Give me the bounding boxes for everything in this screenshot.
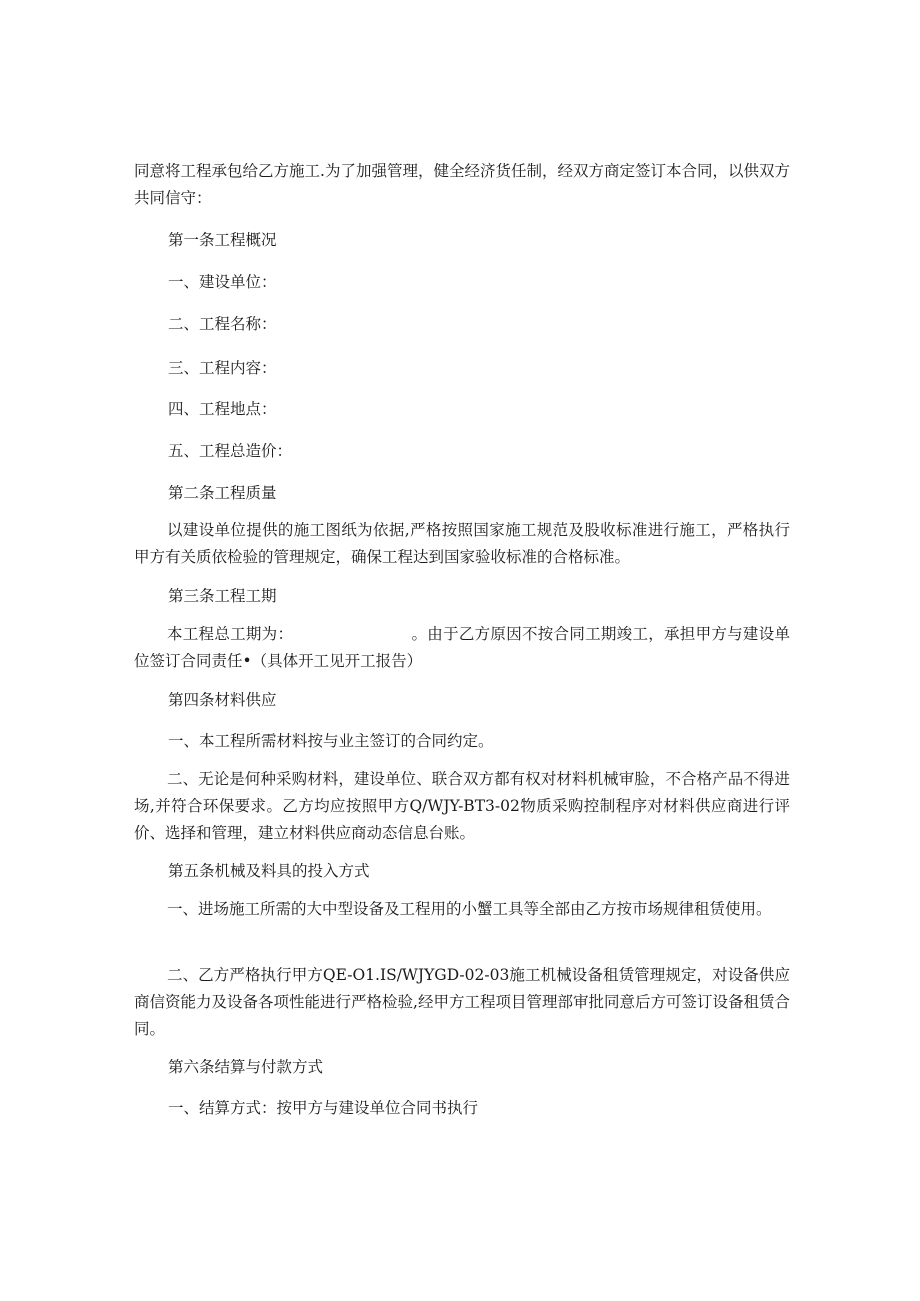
quality-paragraph: 以建设单位提供的施工图纸为依据,严格按照国家施工规范及股收标准进行施工，严格执行甲方有关质依检验的管理规定，确保工程达到国家验收标准的合格标准。 xyxy=(134,521,790,566)
materials-item-2: 二、无论是何种采购材料，建设单位、联合双方都有权对材料机械审脸，不合格产品不得进场,并符合环保要求。乙方均应按照甲方Q/WJY-BT3-02物质采购控制程序对材料供应商进行评价、选择和管理，建立材料供应商动态信息台账。 xyxy=(134,770,790,842)
item-project-content: 三、工程内容： xyxy=(168,359,277,377)
article-6-heading: 第六条结算与付款方式 xyxy=(168,1058,324,1076)
item-construction-unit: 一、建设单位： xyxy=(168,273,277,291)
item-total-cost: 五、工程总造价： xyxy=(168,442,293,460)
article-5-heading: 第五条机械及料具的投入方式 xyxy=(168,862,370,880)
article-2-heading: 第二条工程质量 xyxy=(168,484,277,502)
machinery-item-2: 二、乙方严格执行甲方QE-O1.IS/WJYGD-02-03施工机械设备租赁管理规定，对设备供应商信资能力及设备各项性能进行严格检验,经甲方工程项目管理部审批同意后方可签订设备租赁合同。 xyxy=(134,966,790,1038)
article-1-heading: 第一条工程概况 xyxy=(168,231,277,249)
schedule-lead-text: 本工程总工期为： xyxy=(167,625,294,643)
schedule-paragraph xyxy=(134,621,790,675)
article-3-heading: 第三条工程工期 xyxy=(168,587,277,605)
materials-item-1: 一、本工程所需材料按与业主签订的合同约定。 xyxy=(168,732,494,750)
item-project-location: 四、工程地点： xyxy=(168,400,277,418)
item-project-name: 二、工程名称： xyxy=(168,315,277,333)
settlement-item-1: 一、结算方式：按甲方与建设单位合同书执行 xyxy=(168,1099,479,1117)
intro-paragraph: 同意将工程承包给乙方施工.为了加强管理，健全经济货任制，经双方商定签订本合同，以供双方共同信守： xyxy=(134,162,790,207)
machinery-item-1: 一、进场施工所需的大中型设备及工程用的小蟹工具等全部由乙方按市场规律租赁使用。 xyxy=(167,900,772,918)
schedule-rest-text: 。由于乙方原因不按合同工期竣工，承担甲方与建设单位签订合同责任•（具体开工见开工报告） xyxy=(134,625,790,670)
article-4-heading: 第四条材料供应 xyxy=(168,691,277,709)
